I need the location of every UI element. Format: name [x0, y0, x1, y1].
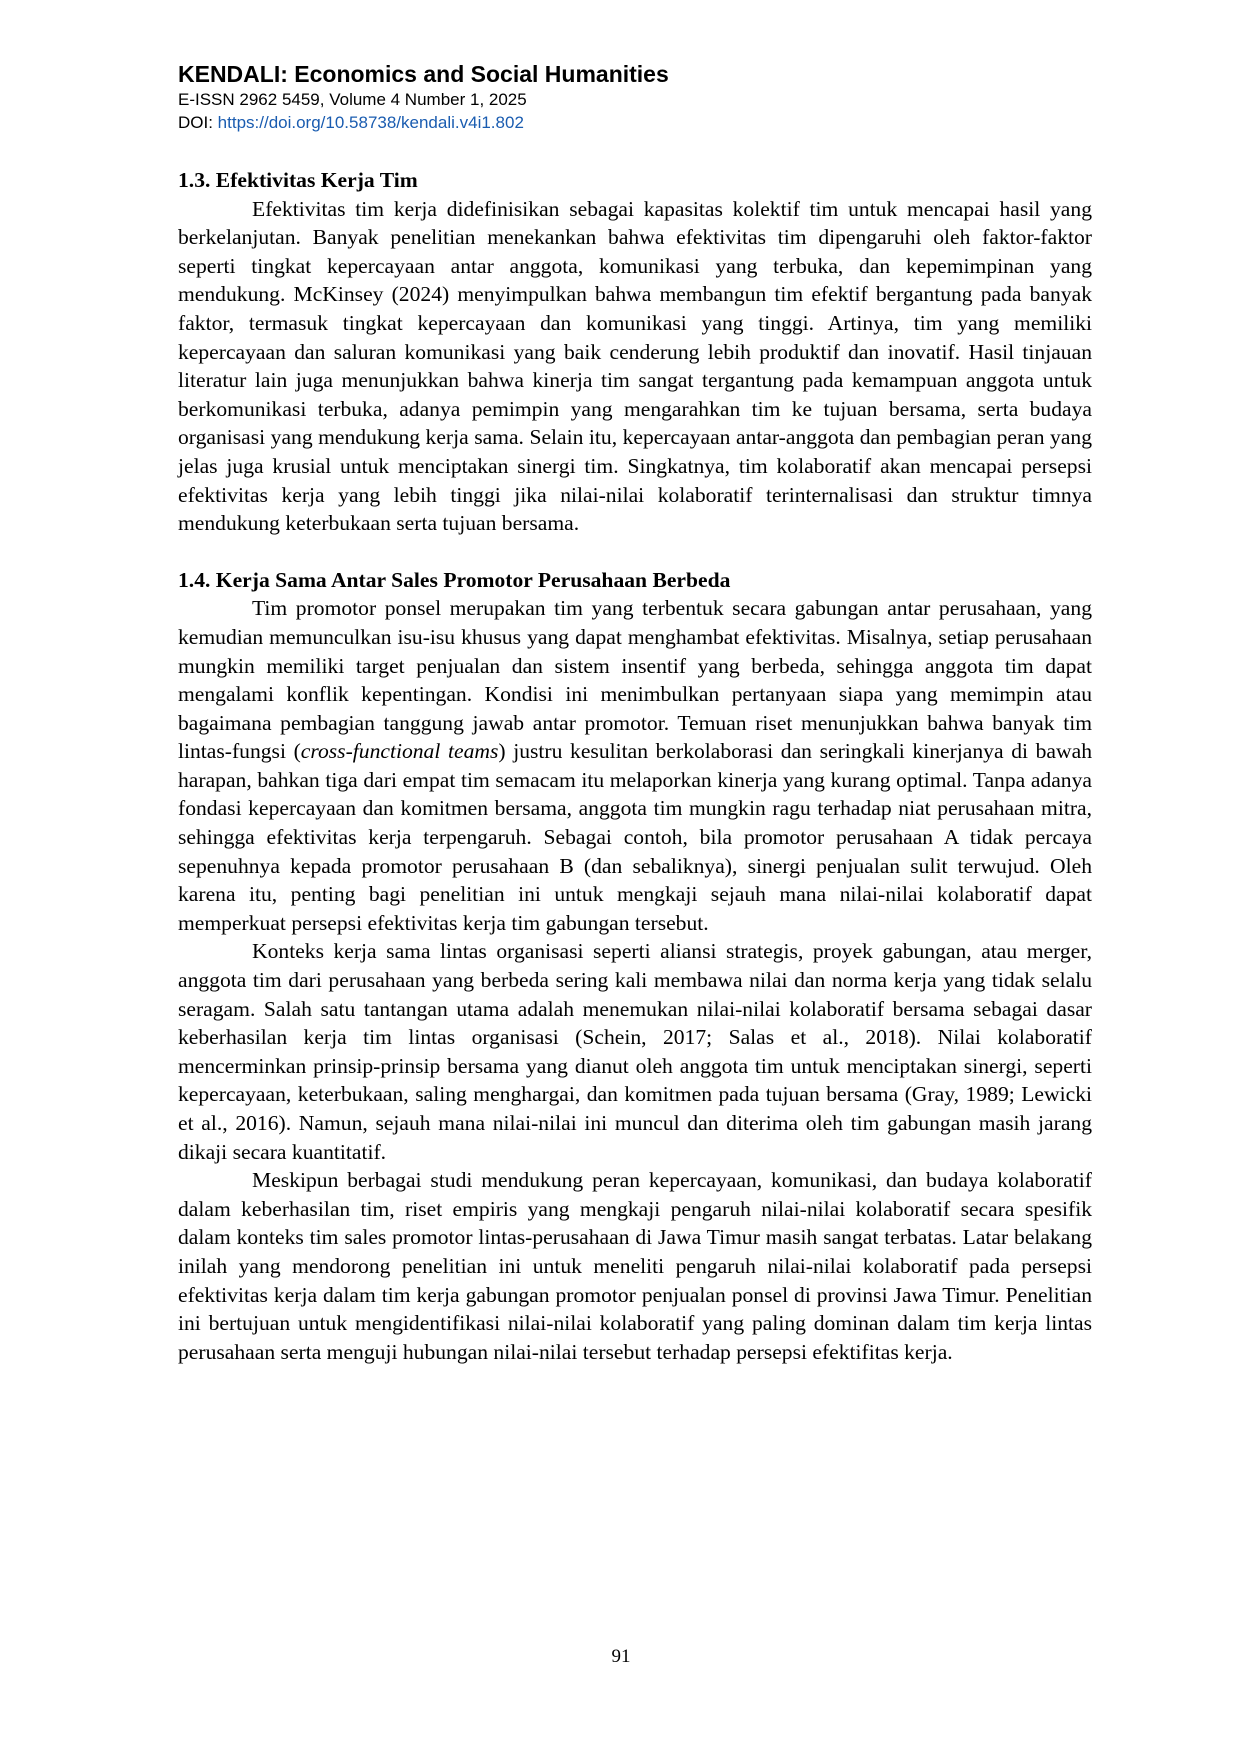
journal-title: KENDALI: Economics and Social Humanities — [178, 61, 669, 87]
paragraph-text: Tim promotor ponsel merupakan tim yang terbentuk secara gabungan antar perusahaan, yang kemudian memunculkan isu-isu khusus yang dapat menghambat efektivitas. Misalnya, setiap perusahaan mungkin memiliki target penjualan dan sistem insentif yang berbeda, sehingga anggota tim dapat mengalami konflik kepentingan. Kondisi ini menimbulkan pertanyaan siapa yang memimpin atau bagaimana pembagian tanggung jawab antar promotor. Temuan riset menunjukkan bahwa banyak tim lintas-fungsi ( — [178, 596, 1092, 764]
journal-doi — [178, 111, 669, 134]
paragraph-1-4-2: Konteks kerja sama lintas organisasi seperti aliansi strategis, proyek gabungan, atau merger, anggota tim dari perusahaan yang berbeda sering kali membawa nilai dan norma kerja yang tidak selalu seragam. Salah satu tantangan utama adalah menemukan nilai-nilai kolaboratif bersama sebagai dasar keberhasilan kerja tim lintas organisasi (Schein, 2017; Salas et al., 2018). Nilai kolaboratif mencerminkan prinsip-prinsip bersama yang dianut oleh anggota tim untuk menciptakan sinergi, seperti kepercayaan, keterbukaan, saling menghargai, dan komitmen pada tujuan bersama (Gray, 1989; Lewicki et al., 2016). Namun, sejauh mana nilai-nilai ini muncul dan diterima oleh tim gabungan masih jarang dikaji secara kuantitatif. — [178, 939, 1092, 1164]
section-spacer — [178, 538, 1092, 566]
doi-link[interactable]: https://doi.org/10.58738/kendali.v4i1.802 — [217, 113, 524, 132]
paragraph-1-3: Efektivitas tim kerja didefinisikan sebagai kapasitas kolektif tim untuk mencapai hasil yang berkelanjutan. Banyak penelitian menekankan bahwa efektivitas tim dipengaruhi oleh faktor-faktor seperti tingkat kepercayaan antar anggota, komunikasi yang terbuka, dan kepemimpinan yang mendukung. McKinsey (2024) menyimpulkan bahwa membangun tim efektif bergantung pada banyak faktor, termasuk tingkat kepercayaan dan komunikasi yang tinggi. Artinya, tim yang memiliki kepercayaan dan saluran komunikasi yang baik cenderung lebih produktif dan inovatif. Hasil tinjauan literatur lain juga menunjukkan bahwa kinerja tim sangat tergantung pada kemampuan anggota untuk berkomunikasi terbuka, adanya pemimpin yang mengarahkan tim ke tujuan bersama, serta budaya organisasi yang mendukung kerja sama. Selain itu, kepercayaan antar-anggota dan pembagian peran yang jelas juga krusial untuk menciptakan sinergi tim. Singkatnya, tim kolaboratif akan mencapai persepsi efektivitas kerja yang lebih tinggi jika nilai-nilai kolaboratif terinternalisasi dan struktur timnya mendukung keterbukaan serta tujuan bersama. — [178, 196, 1092, 536]
paragraph-1-4-1 — [178, 594, 1092, 937]
doi-label: DOI: — [178, 113, 218, 132]
article-body — [178, 166, 1092, 1366]
italic-term: cross-functional teams — [300, 739, 499, 764]
section-heading-1-4: 1.4. Kerja Sama Antar Sales Promotor Perusahaan Berbeda — [178, 567, 731, 592]
page-number: 91 — [611, 1646, 631, 1667]
journal-header — [178, 60, 669, 134]
journal-issn-volume: E-ISSN 2962 5459, Volume 4 Number 1, 2025 — [178, 90, 527, 109]
paragraph-text: ) justru kesulitan berkolaborasi dan seringkali kinerjanya di bawah harapan, bahkan tiga dari empat tim semacam itu melaporkan kinerja yang kurang optimal. Tanpa adanya fondasi kepercayaan dan komitmen bersama, anggota tim mungkin ragu terhadap niat perusahaan mitra, sehingga efektivitas kerja terpengaruh. Sebagai contoh, bila promotor perusahaan A tidak percaya sepenuhnya kepada promotor perusahaan B (dan sebaliknya), sinergi penjualan sulit terwujud. Oleh karena itu, penting bagi penelitian ini untuk mengkaji sejauh mana nilai-nilai kolaboratif dapat memperkuat persepsi efektivitas kerja tim gabungan tersebut. — [178, 739, 1092, 935]
section-heading-1-3: 1.3. Efektivitas Kerja Tim — [178, 168, 418, 192]
paragraph-1-4-3: Meskipun berbagai studi mendukung peran kepercayaan, komunikasi, dan budaya kolaboratif dalam keberhasilan tim, riset empiris yang mengkaji pengaruh nilai-nilai kolaboratif secara spesifik dalam konteks tim sales promotor lintas-perusahaan di Jawa Timur masih sangat terbatas. Latar belakang inilah yang mendorong penelitian ini untuk meneliti pengaruh nilai-nilai kolaboratif pada persepsi efektivitas kerja dalam tim kerja gabungan promotor penjualan ponsel di provinsi Jawa Timur. Penelitian ini bertujuan untuk mengidentifikasi nilai-nilai kolaboratif yang paling dominan dalam tim kerja lintas perusahaan serta menguji hubungan nilai-nilai tersebut terhadap persepsi efektifitas kerja. — [178, 1168, 1092, 1364]
